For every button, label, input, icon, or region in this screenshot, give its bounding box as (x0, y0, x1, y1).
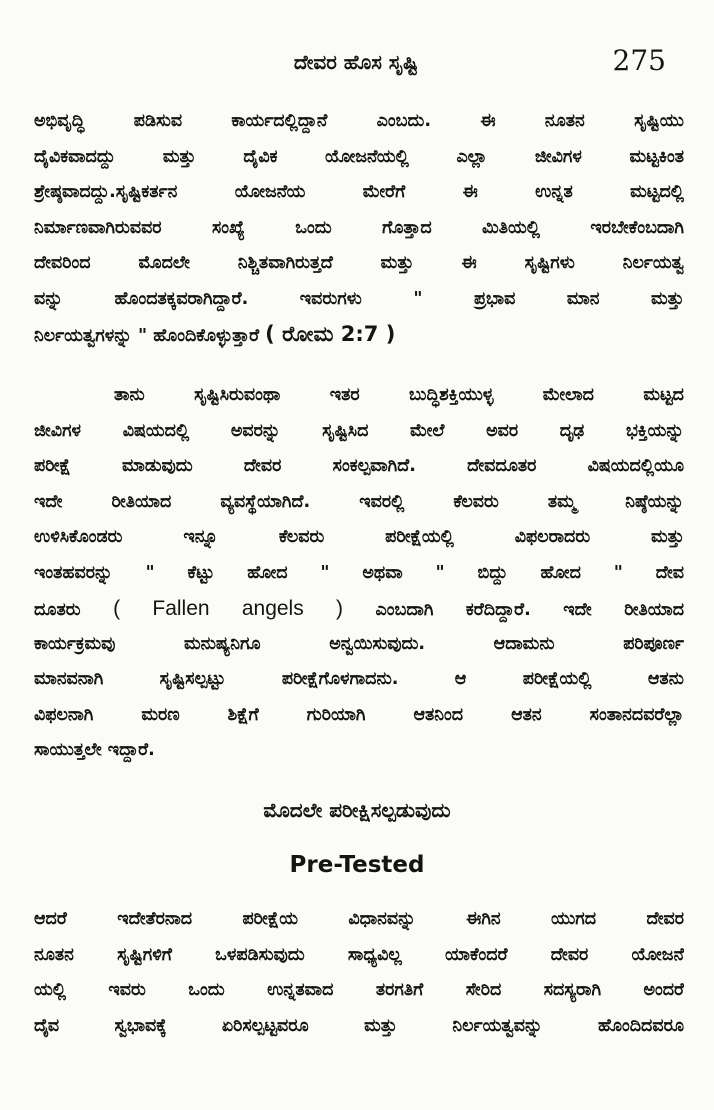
paragraph-line: ದೈವ ಸ್ವಭಾವಕ್ಕೆ ಏರಿಸಲ್ಪಟ್ಟವರೂ ಮತ್ತು ನಿರ್ಲಯತ್ವವನ್ನು ಹೊಂದಿದವರೂ (34, 1015, 684, 1036)
page-number: 275 (612, 44, 666, 77)
paragraph-3 (34, 902, 684, 1044)
section-subheading: Pre-Tested (289, 852, 425, 878)
paragraph-2 (34, 378, 684, 769)
paragraph-line: ಇಂತಹವರನ್ನು " ಕೆಟ್ಟು ಹೋದ " ಅಥವಾ " ಬಿದ್ದು ಹೋದ " ದೇವ (34, 562, 684, 583)
paragraph-line: ಸಾಯುತ್ತಲೇ ಇದ್ದಾರೆ. (34, 740, 155, 760)
running-header (0, 44, 714, 84)
paragraph-line: ನಿರ್ಮಾಣವಾಗಿರುವವರ ಸಂಖ್ಯೆ ಒಂದು ಗೊತ್ತಾದ ಮಿತಿಯಲ್ಲಿ ಇರಬೇಕೆಂಬದಾಗಿ (34, 217, 684, 238)
section-heading: ಮೊದಲೇ ಪರೀಕ್ಷಿಸಲ್ಪಡುವುದು (263, 798, 451, 822)
paragraph-line: ಶ್ರೇಷ್ಠವಾದದ್ದು.ಸೃಷ್ಟಿಕರ್ತನ ಯೋಜನೆಯ ಮೇರೆಗೆ ಈ ಉನ್ನತ ಮಟ್ಟದಲ್ಲಿ (34, 182, 684, 202)
paragraph-line: ಜೀವಿಗಳ ವಿಷಯದಲ್ಲಿ ಅವರನ್ನು ಸೃಷ್ಟಿಸಿದ ಮೇಲೆ ಅವರ ದೃಢ ಭಕ್ತಿಯನ್ನು (34, 420, 684, 441)
paragraph-line (34, 591, 684, 627)
paragraph-line: ಮಾನವನಾಗಿ ಸೃಷ್ಟಿಸಲ್ಪಟ್ಟು ಪರೀಕ್ಷೆಗೊಳಗಾದನು. ಆ ಪರೀಕ್ಷೆಯಲ್ಲಿ ಆತನು (34, 669, 684, 689)
paragraph-line: ವನ್ನು ಹೊಂದತಕ್ಕವರಾಗಿದ್ದಾರೆ. ಇವರುಗಳು " ಪ್ರಭಾವ ಮಾನ ಮತ್ತು (34, 288, 684, 309)
paragraph-line: ಆದರೆ ಇದೇತೆರನಾದ ಪರೀಕ್ಷೆಯ ವಿಧಾನವನ್ನು ಈಗಿನ ಯುಗದ ದೇವರ (34, 909, 684, 929)
paragraph-line-text: ಎಂಬದಾಗಿ ಕರೆದಿದ್ದಾರೆ. ಇದೇ ರೀತಿಯಾದ (375, 600, 684, 620)
scripture-reference: ( ರೋಮ 2:7 ) (265, 322, 396, 346)
paragraph-line: ಕಾರ್ಯಕ್ರಮವು ಮನುಷ್ಯನಿಗೂ ಅನ್ವಯಿಸುವುದು. ಆದಾಮನು ಪರಿಪೂರ್ಣ (34, 633, 684, 654)
paragraph-line: ಅಭಿವೃದ್ಧಿ ಪಡಿಸುವ ಕಾರ್ಯದಲ್ಲಿದ್ದಾನೆ ಎಂಬದು. ಈ ನೂತನ ಸೃಷ್ಟಿಯು (34, 111, 684, 131)
paragraph-line: ಉಳಿಸಿಕೊಂಡರು ಇನ್ನೂ ಕೆಲವರು ಪರೀಕ್ಷೆಯಲ್ಲಿ ವಿಫಲರಾದರು ಮತ್ತು (34, 527, 684, 547)
paragraph-1 (34, 104, 684, 353)
paragraph-line: ದೇವರಿಂದ ಮೊದಲೇ ನಿಶ್ಚಿತವಾಗಿರುತ್ತದೆ ಮತ್ತು ಈ ಸೃಷ್ಟಿಗಳು ನಿರ್ಲಯತ್ವ (34, 253, 684, 273)
paragraph-line-text: ನಿರ್ಲಯತ್ವಗಳನ್ನು " ಹೊಂದಿಕೊಳ್ಳುತ್ತಾರೆ (34, 326, 260, 346)
paragraph-line: ಪರೀಕ್ಷೆ ಮಾಡುವುದು ದೇವರ ಸಂಕಲ್ಪವಾಗಿದೆ. ದೇವದೂತರ ವಿಷಯದಲ್ಲಿಯೂ (34, 456, 684, 476)
paragraph-line-text: ದೂತರು (34, 600, 81, 620)
paragraph-line: ತಾನು ಸೃಷ್ಟಿಸಿರುವಂಥಾ ಇತರ ಬುದ್ಧಿಶಕ್ತಿಯುಳ್ಳ ಮೇಲಾದ ಮಟ್ಟದ (114, 385, 684, 405)
paragraph-line: ಯಲ್ಲಿ ಇವರು ಒಂದು ಉನ್ನತವಾದ ತರಗತಿಗೆ ಸೇರಿದ ಸದಸ್ಯರಾಗಿ ಅಂದರೆ (34, 980, 684, 1000)
paragraph-line: ದೈವಿಕವಾದದ್ದು ಮತ್ತು ದೈವಿಕ ಯೋಜನೆಯಲ್ಲಿ ಎಲ್ಲಾ ಜೀವಿಗಳ ಮಟ್ಟಕಿಂತ (34, 146, 684, 167)
english-term: ( Fallen angels ) (113, 597, 343, 620)
paragraph-line (34, 317, 684, 353)
paragraph-line: ವಿಫಲನಾಗಿ ಮರಣ ಶಿಕ್ಷೆಗೆ ಗುರಿಯಾಗಿ ಆತನಿಂದ ಆತನ ಸಂತಾನದವರೆಲ್ಲಾ (34, 704, 684, 725)
paragraph-line: ನೂತನ ಸೃಷ್ಟಿಗಳಿಗೆ ಒಳಪಡಿಸುವುದು ಸಾಧ್ಯವಿಲ್ಲ ಯಾಕೆಂದರೆ ದೇವರ ಯೋಜನೆ (34, 944, 684, 965)
paragraph-line: ಇದೇ ರೀತಿಯಾದ ವ್ಯವಸ್ಥೆಯಾಗಿದೆ. ಇವರಲ್ಲಿ ಕೆಲವರು ತಮ್ಮ ನಿಷ್ಠೆಯನ್ನು (34, 491, 684, 512)
running-title: ದೇವರ ಹೊಸ ಸೃಷ್ಟಿ (293, 50, 419, 74)
